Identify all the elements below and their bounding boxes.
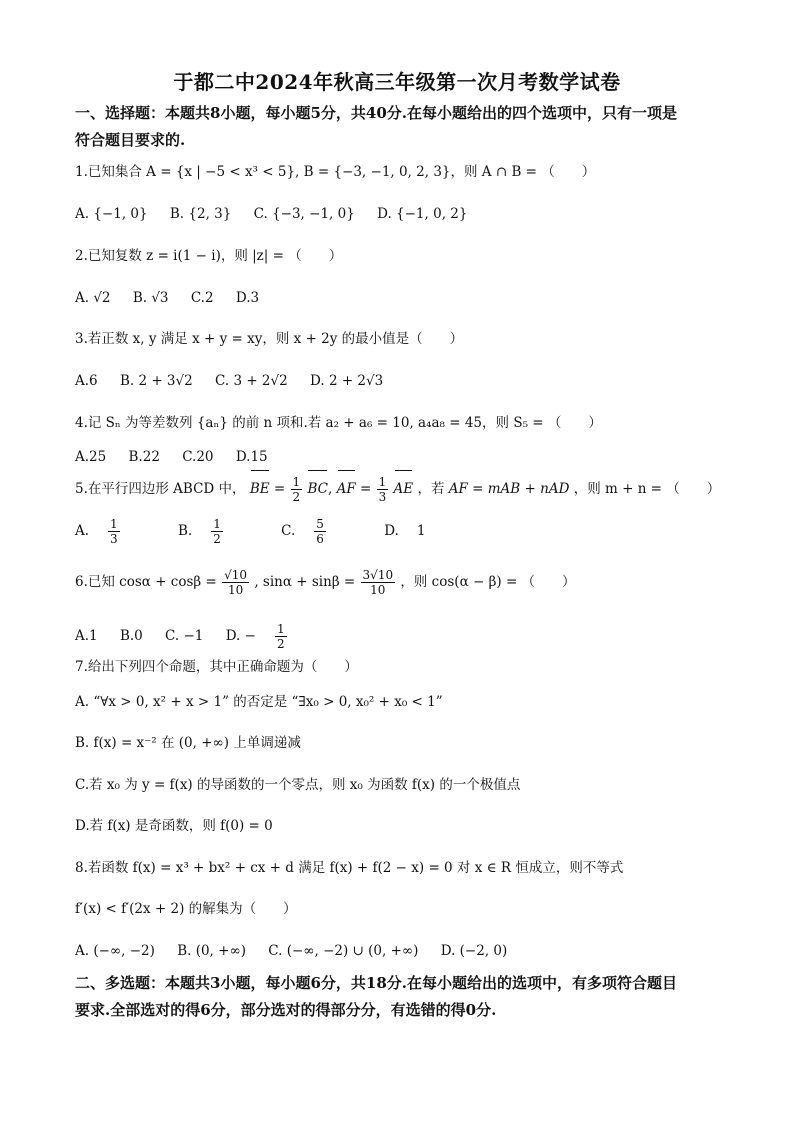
q1-option-a: A. {−1, 0}: [75, 206, 148, 222]
question-6-stem: [75, 564, 735, 600]
section-one-line-2: 符合题目要求的.: [75, 131, 186, 149]
question-8-stem-line-1: 8.若函数 f(x) = x³ + bx² + cx + d 满足 f(x) + f(2 − x) = 0 对 x ∈ R 恒成立，则不等式: [75, 860, 624, 876]
q5-vector-af: AF: [337, 474, 356, 504]
question-3-options: [75, 371, 735, 391]
q8-option-b: B. (0, +∞): [177, 943, 246, 959]
q5-prefix: 5.在平行四边形 ABCD 中，: [75, 481, 246, 497]
q1-option-d: D. {−1, 0, 2}: [377, 206, 468, 222]
question-5-stem: 5.在平行四边形 ABCD 中， BE = $\frac{1}{2}$ BC, AF = $\frac{1}{3}$ AE ，若 AF = mAB + nAD ，则 m + n = （ ）: [75, 475, 721, 504]
q5-fraction-2-num: 1: [378, 475, 387, 489]
q5-option-c: C. $\frac{5}{6}$: [281, 517, 324, 546]
q1-option-b: B. {2, 3}: [169, 206, 232, 222]
section-two-header: [75, 970, 725, 1024]
section-one-header: [75, 100, 725, 154]
q7-option-a: A. “∀x > 0, x² + x > 1” 的否定是 “∃x₀ > 0, x₀² + x₀ < 1”: [75, 694, 443, 710]
section-one-line-1: 一、选择题：本题共8小题，每小题5分，共40分.在每小题给出的四个选项中，只有一项是: [75, 104, 677, 122]
question-4-stem: 4.记 Sₙ 为等差数列 {aₙ} 的前 n 项和.若 a₂ + a₆ = 10, a₄a₈ = 45，则 S₅ = （ ）: [75, 415, 602, 431]
exam-title: 于都二中2024年秋高三年级第一次月考数学试卷: [173, 70, 621, 94]
q6-option-d: D. − $\frac{1}{2}$: [225, 622, 285, 651]
q5-option-a: A. $\frac{1}{3}$: [75, 517, 118, 546]
q5-vector-ae: AE: [394, 474, 414, 504]
q4-option-a: A.25: [75, 449, 107, 465]
q6-option-a: A.1: [75, 628, 98, 644]
q6-prefix: 6.已知 cosα + cosβ =: [75, 574, 217, 590]
q5-suffix: ，则 m + n = （ ）: [573, 481, 721, 497]
q7-option-d: D.若 f(x) 是奇函数，则 f(0) = 0: [75, 818, 273, 834]
q7-option-b: B. f(x) = x⁻² 在 (0, +∞) 上单调递减: [75, 735, 301, 751]
q2-option-d: D.3: [235, 290, 260, 306]
q5-vector-bc: BC: [307, 474, 328, 504]
q6-mid: , sinα + sinβ =: [254, 574, 356, 590]
q5-vector-equation: AF = mAB + nAD: [448, 481, 570, 497]
q5-option-b: B. $\frac{1}{2}$: [177, 517, 221, 546]
q3-option-d: D. 2 + 2√3: [310, 373, 384, 389]
q8-option-c: C. (−∞, −2) ∪ (0, +∞): [268, 943, 419, 959]
question-1-options: [75, 204, 735, 224]
question-2-options: [75, 288, 735, 308]
q6-option-c: C. −1: [165, 628, 204, 644]
q5-vector-be: BE: [250, 474, 270, 504]
q3-option-b: B. 2 + 3√2: [119, 373, 193, 389]
question-5-options: [75, 514, 735, 548]
question-6-options: [75, 618, 735, 654]
q4-option-d: D.15: [235, 449, 268, 465]
question-3-stem: 3.若正数 x, y 满足 x + y = xy，则 x + 2y 的最小值是（ ）: [75, 331, 464, 347]
q3-option-c: C. 3 + 2√2: [215, 373, 288, 389]
q5-option-d: D. 1: [384, 523, 426, 539]
q1-option-c: C. {−3, −1, 0}: [253, 206, 355, 222]
q6-option-b: B.0: [119, 628, 143, 644]
q3-option-a: A.6: [75, 373, 98, 389]
q8-option-a: A. (−∞, −2): [75, 943, 155, 959]
q2-option-b: B. √3: [132, 290, 169, 306]
q6-fraction-2: $\frac{3√10}{10}$: [362, 568, 394, 597]
question-1-stem: 1.已知集合 A = {x | −5 < x³ < 5}, B = {−3, −1, 0, 2, 3}，则 A ∩ B = （ ）: [75, 164, 596, 180]
q2-option-a: A. √2: [75, 290, 111, 306]
question-4-options: [75, 447, 735, 467]
q5-fraction-1: [291, 475, 303, 504]
question-8-stem-line-2: f′(x) < f′(2x + 2) 的解集为（ ）: [75, 901, 297, 917]
q5-fraction-1-den: 2: [292, 490, 301, 504]
q5-fraction-2-den: 3: [378, 490, 387, 504]
question-8-options: [75, 941, 735, 961]
section-two-line-2: 要求.全部选对的得6分，部分选对的得部分分，有选错的得0分.: [75, 1001, 497, 1019]
q2-option-c: C.2: [190, 290, 214, 306]
q7-option-c: C.若 x₀ 为 y = f(x) 的导函数的一个零点，则 x₀ 为函数 f(x) 的一个极值点: [75, 777, 521, 793]
q6-suffix: ，则 cos(α − β) = （ ）: [400, 574, 576, 590]
q8-option-d: D. (−2, 0): [440, 943, 508, 959]
q6-fraction-1: $\frac{√10}{10}$: [224, 568, 248, 597]
question-7-stem: 7.给出下列四个命题，其中正确命题为（ ）: [75, 659, 358, 675]
section-two-line-1: 二、多选题：本题共3小题，每小题6分，共18分.在每小题给出的选项中，有多项符合题目: [75, 974, 677, 992]
q5-mid: ，若: [417, 481, 445, 497]
question-2-stem: 2.已知复数 z = i(1 − i)，则 |z| = （ ）: [75, 248, 343, 264]
q4-option-c: C.20: [182, 449, 214, 465]
q5-fraction-1-num: 1: [292, 475, 301, 489]
q5-fraction-2: [377, 475, 389, 504]
q4-option-b: B.22: [128, 449, 160, 465]
